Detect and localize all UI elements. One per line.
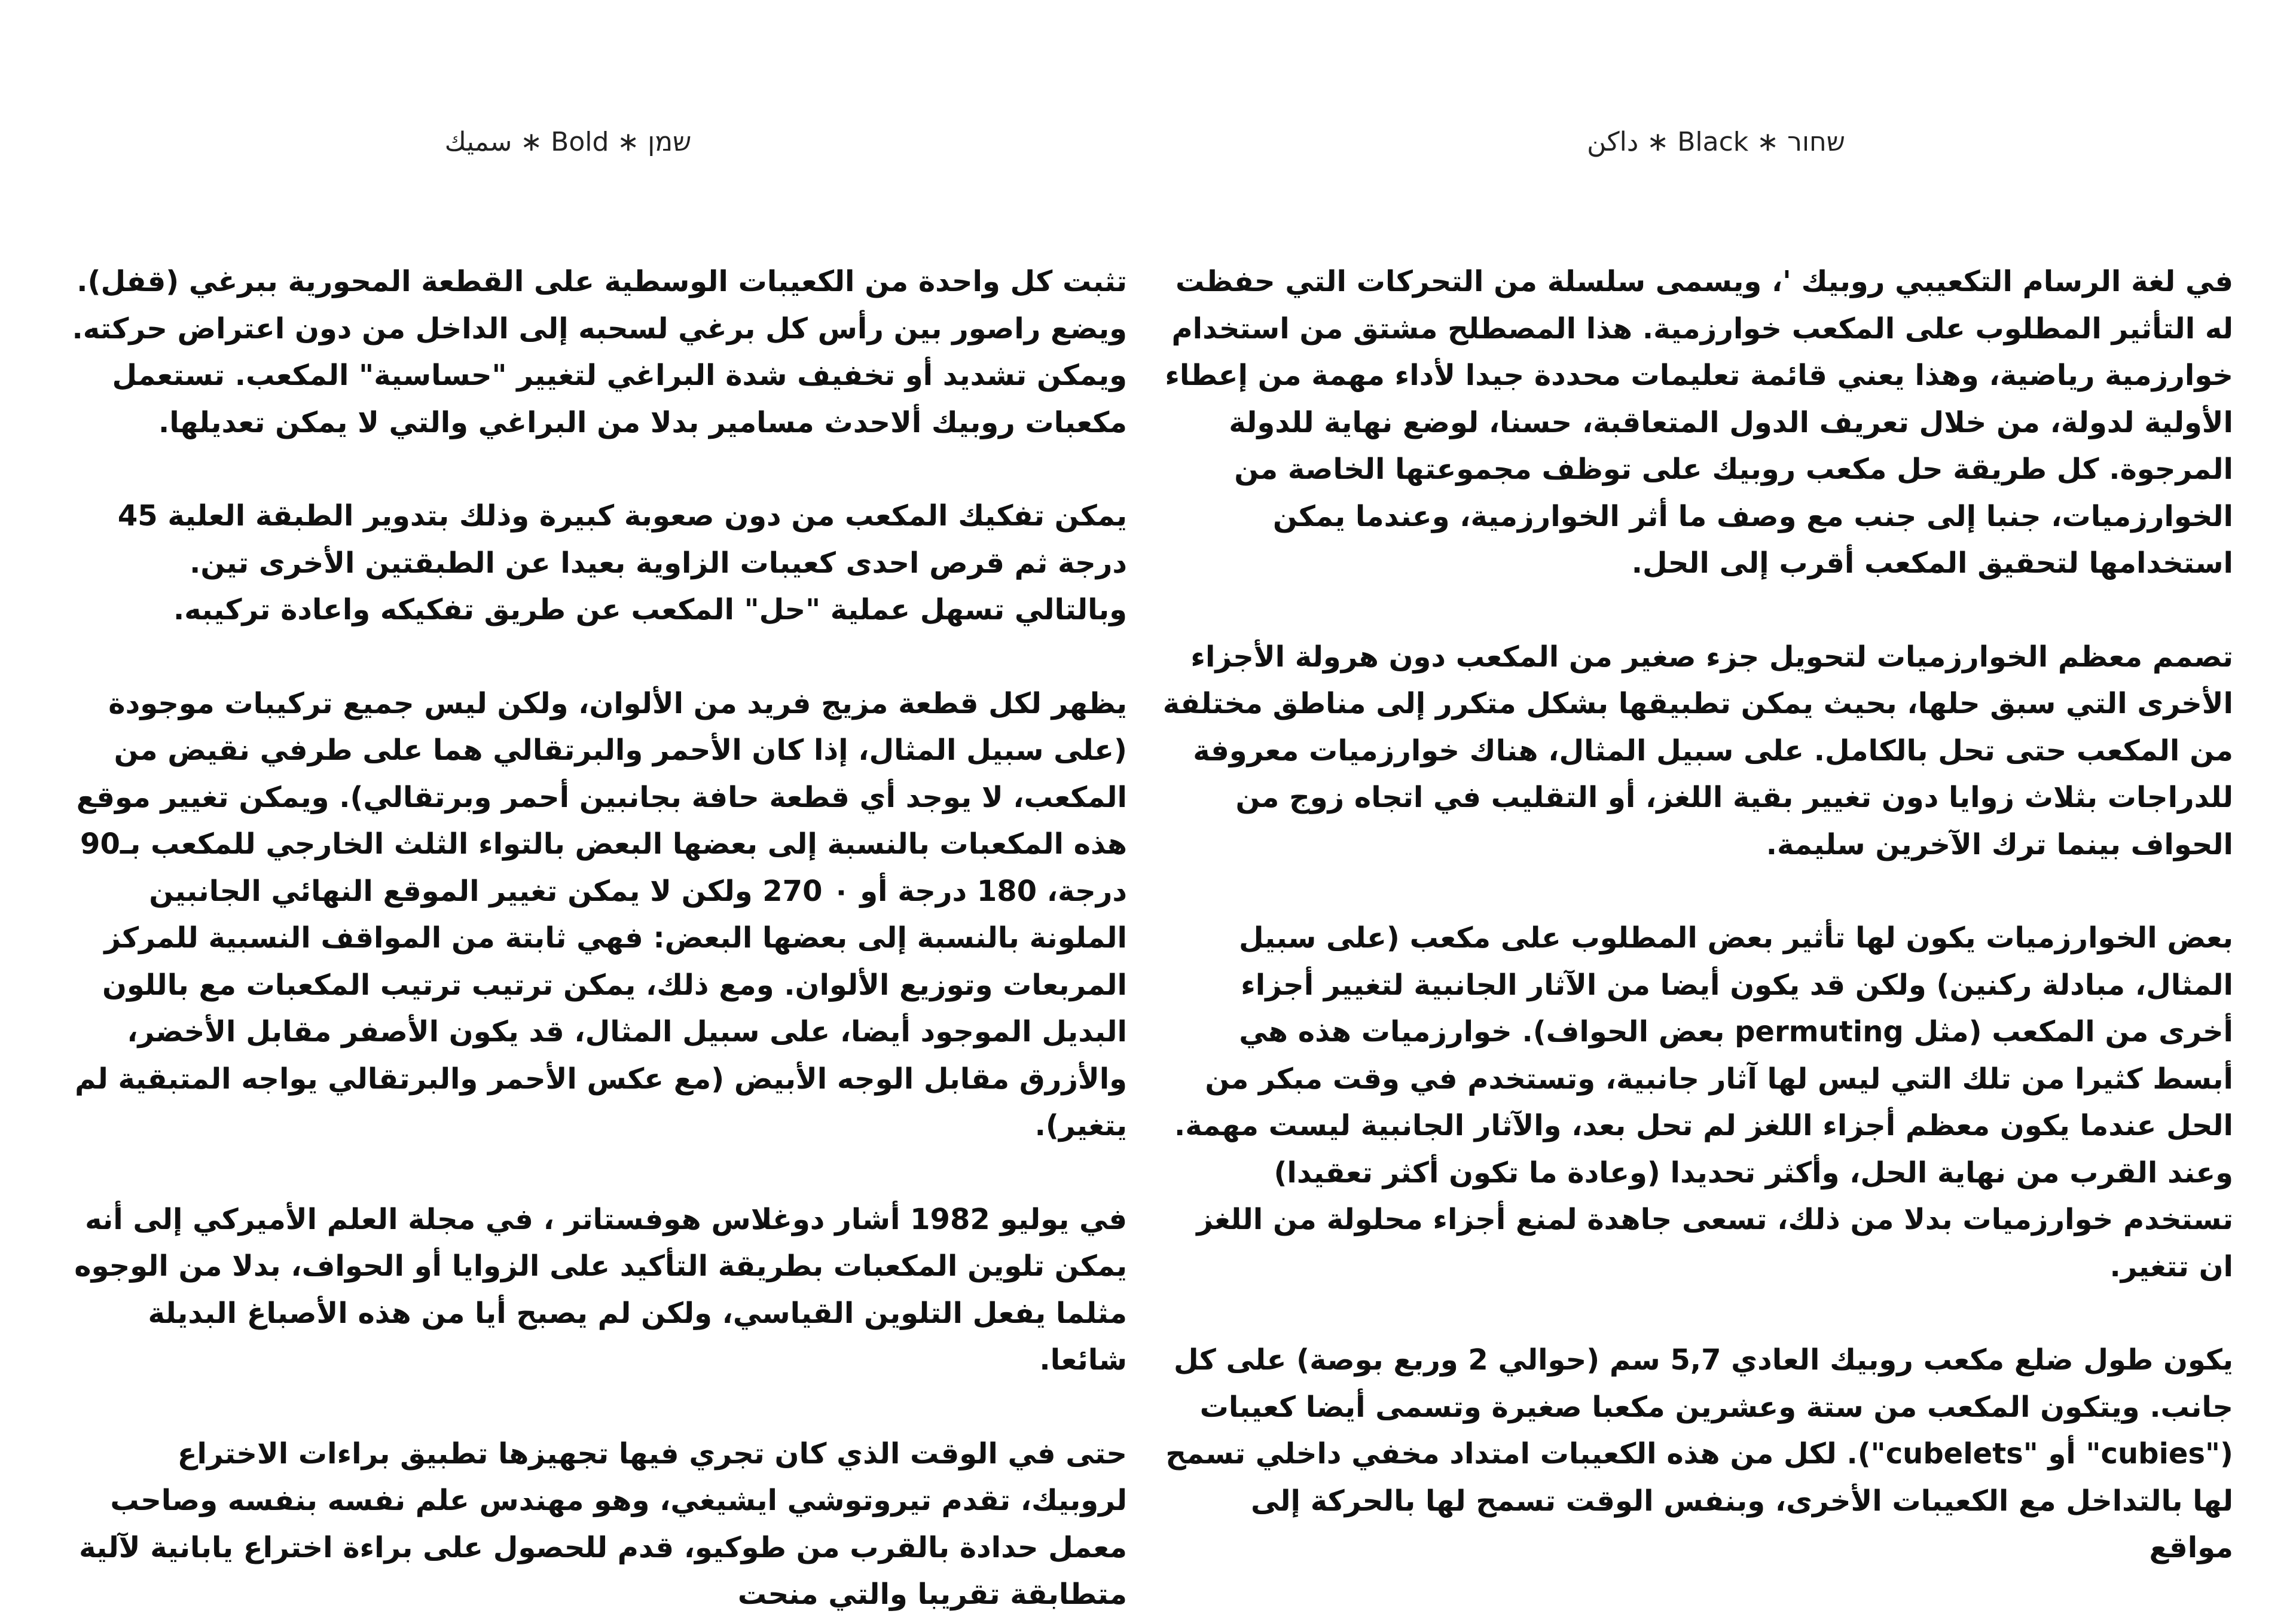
paragraph: حتى في الوقت الذي كان تجري فيها تجهيزها تطبيق براءات الاختراع لروبيك، تقدم تيروتوشي ايشيغي، وهو مهندس علم نفسه بنفسه وصاحب معمل حدادة بالقرب من طوكيو، قدم للحصول على براءة اختراع يابانية لآلية متطابقة تقريبا والتي منحت <box>79 1436 1127 1611</box>
paragraph: في لغة الرسام التكعيبي روبيك '، ويسمى سلسلة من التحركات التي حفظت له التأثير المطلوب على المكعب خوارزمية. هذا المصطلح مشتق من استخدام خوارزمية رياضية، وهذا يعني قائمة تعليمات محددة جيدا لأداء مهمة من إعطاء الأولية لدولة، من خلال تعريف الدول المتعاقبة، حسنا، لوضع نهاية للدولة المرجوة. كل طريقة حل مكعب روبيك على توظف مجموعتها الخاصة من الخوارزميات، جنبا إلى جنب مع وصف ما أثر الخوارزمية، وعندما يمكن استخدامها لتحقيق المكعب أقرب إلى الحل. <box>1165 265 2233 580</box>
column-header-black: داكن ∗ Black ∗ שחור <box>1587 127 1845 157</box>
column-header-bold: سميك ∗ Bold ∗ שמן <box>444 127 692 157</box>
paragraph: في يوليو 1982 أشار دوغلاس هوفستاتر ، في مجلة العلم الأميركي إلى أنه يمكن تلوين المكعبات بطريقة التأكيد على الزوايا أو الحواف، بدلا من الوجوه مثلما يفعل التلوين القياسي، ولكن لم يصبح أيا من هذه الأصباغ البديلة شائعا. <box>74 1202 1127 1377</box>
paragraph: تثبت كل واحدة من الكعيبات الوسطية على القطعة المحورية ببرغي (قفل). ويضع راصور بين رأس كل برغي لسحبه إلى الداخل من دون اعتراض حركته. ويمكن تشديد أو تخفيف شدة البراغي لتغيير "حساسية" المكعب. تستعمل مكعبات روبيك ألاحدث مسامير بدلا من البراغي والتي لا يمكن تعديلها. <box>72 265 1127 439</box>
paragraph: يمكن تفكيك المكعب من دون صعوبة كبيرة وذلك بتدوير الطبقة العلية 45 درجة ثم قرص احدى كعيبات الزاوية بعيدا عن الطبقتين الأخرى تين. وبالتالي تسهل عملية "حل" المكعب عن طريق تفكيكه واعادة تركيبه. <box>117 499 1127 626</box>
paragraph: يظهر لكل قطعة مزيج فريد من الألوان، ولكن ليس جميع تركيبات موجودة (على سبيل المثال، إذا كان الأحمر والبرتقالي هما على طرفي نقيض من المكعب، لا يوجد أي قطعة حافة بجانبين أحمر وبرتقالي). ويمكن تغيير موقع هذه المكعبات بالنسبة إلى بعضها البعض بالتواء الثلث الخارجي للمكعب بـ90 درجة، 180 درجة أو ٠ 270 ولكن لا يمكن تغيير الموقع النهائي الجانبين الملونة بالنسبة إلى بعضها البعض: فهي ثابتة من المواقف النسبية للمركز المربعات وتوزيع الألوان. ومع ذلك، يمكن ترتيب ترتيب المكعبات مع باللون البديل الموجود أيضا، على سبيل المثال، قد يكون الأصفر مقابل الأخضر، والأزرق مقابل الوجه الأبيض (مع عكس الأحمر والبرتقالي يواجه المتبقية لم يتغير). <box>75 686 1127 1142</box>
paragraph: يكون طول ضلع مكعب روبيك العادي 5,7 سم (حوالي 2 وربع بوصة) على كل جانب. ويتكون المكعب من ستة وعشرين مكعبا صغيرة وتسمى أيضا كعيبات ("cubies" أو "cubelets"). لكل من هذه الكعيبات امتداد مخفي داخلي تسمح لها بالتداخل مع الكعيبات الأخرى، وبنفس الوقت تسمح لها بالحركة إلى مواقع <box>1165 1343 2233 1564</box>
text-column-left <box>69 258 1127 1611</box>
paragraph: تصمم معظم الخوارزميات لتحويل جزء صغير من المكعب دون هرولة الأجزاء الأخرى التي سبق حلها، بحيث يمكن تطبيقها بشكل متكرر إلى مناطق مختلفة من المكعب حتى تحل بالكامل. على سبيل المثال، هناك خوارزميات معروفة للدراجات بثلاث زوايا دون تغيير بقية اللغز، أو التقليب في اتجاه زوج من الحواف بينما ترك الآخرين سليمة. <box>1162 640 2233 861</box>
text-column-right <box>1160 258 2233 1564</box>
paragraph: بعض الخوارزميات يكون لها تأثير بعض المطلوب على مكعب (على سبيل المثال، مبادلة ركنين) ولكن قد يكون أيضا من الآثار الجانبية لتغيير أجزاء أخرى من المكعب (مثل permuting بعض الحواف). خوارزميات هذه هي أبسط كثيرا من تلك التي ليس لها آثار جانبية، وتستخدم في وقت مبكر من الحل عندما يكون معظم أجزاء اللغز لم تحل بعد، والآثار الجانبية ليست مهمة. وعند القرب من نهاية الحل، وأكثر تحديدا (وعادة ما تكون أكثر تعقيدا) تستخدم خوارزميات بدلا من ذلك، تسعى جاهدة لمنع أجزاء محلولة من اللغز ان تتغير. <box>1174 921 2233 1283</box>
